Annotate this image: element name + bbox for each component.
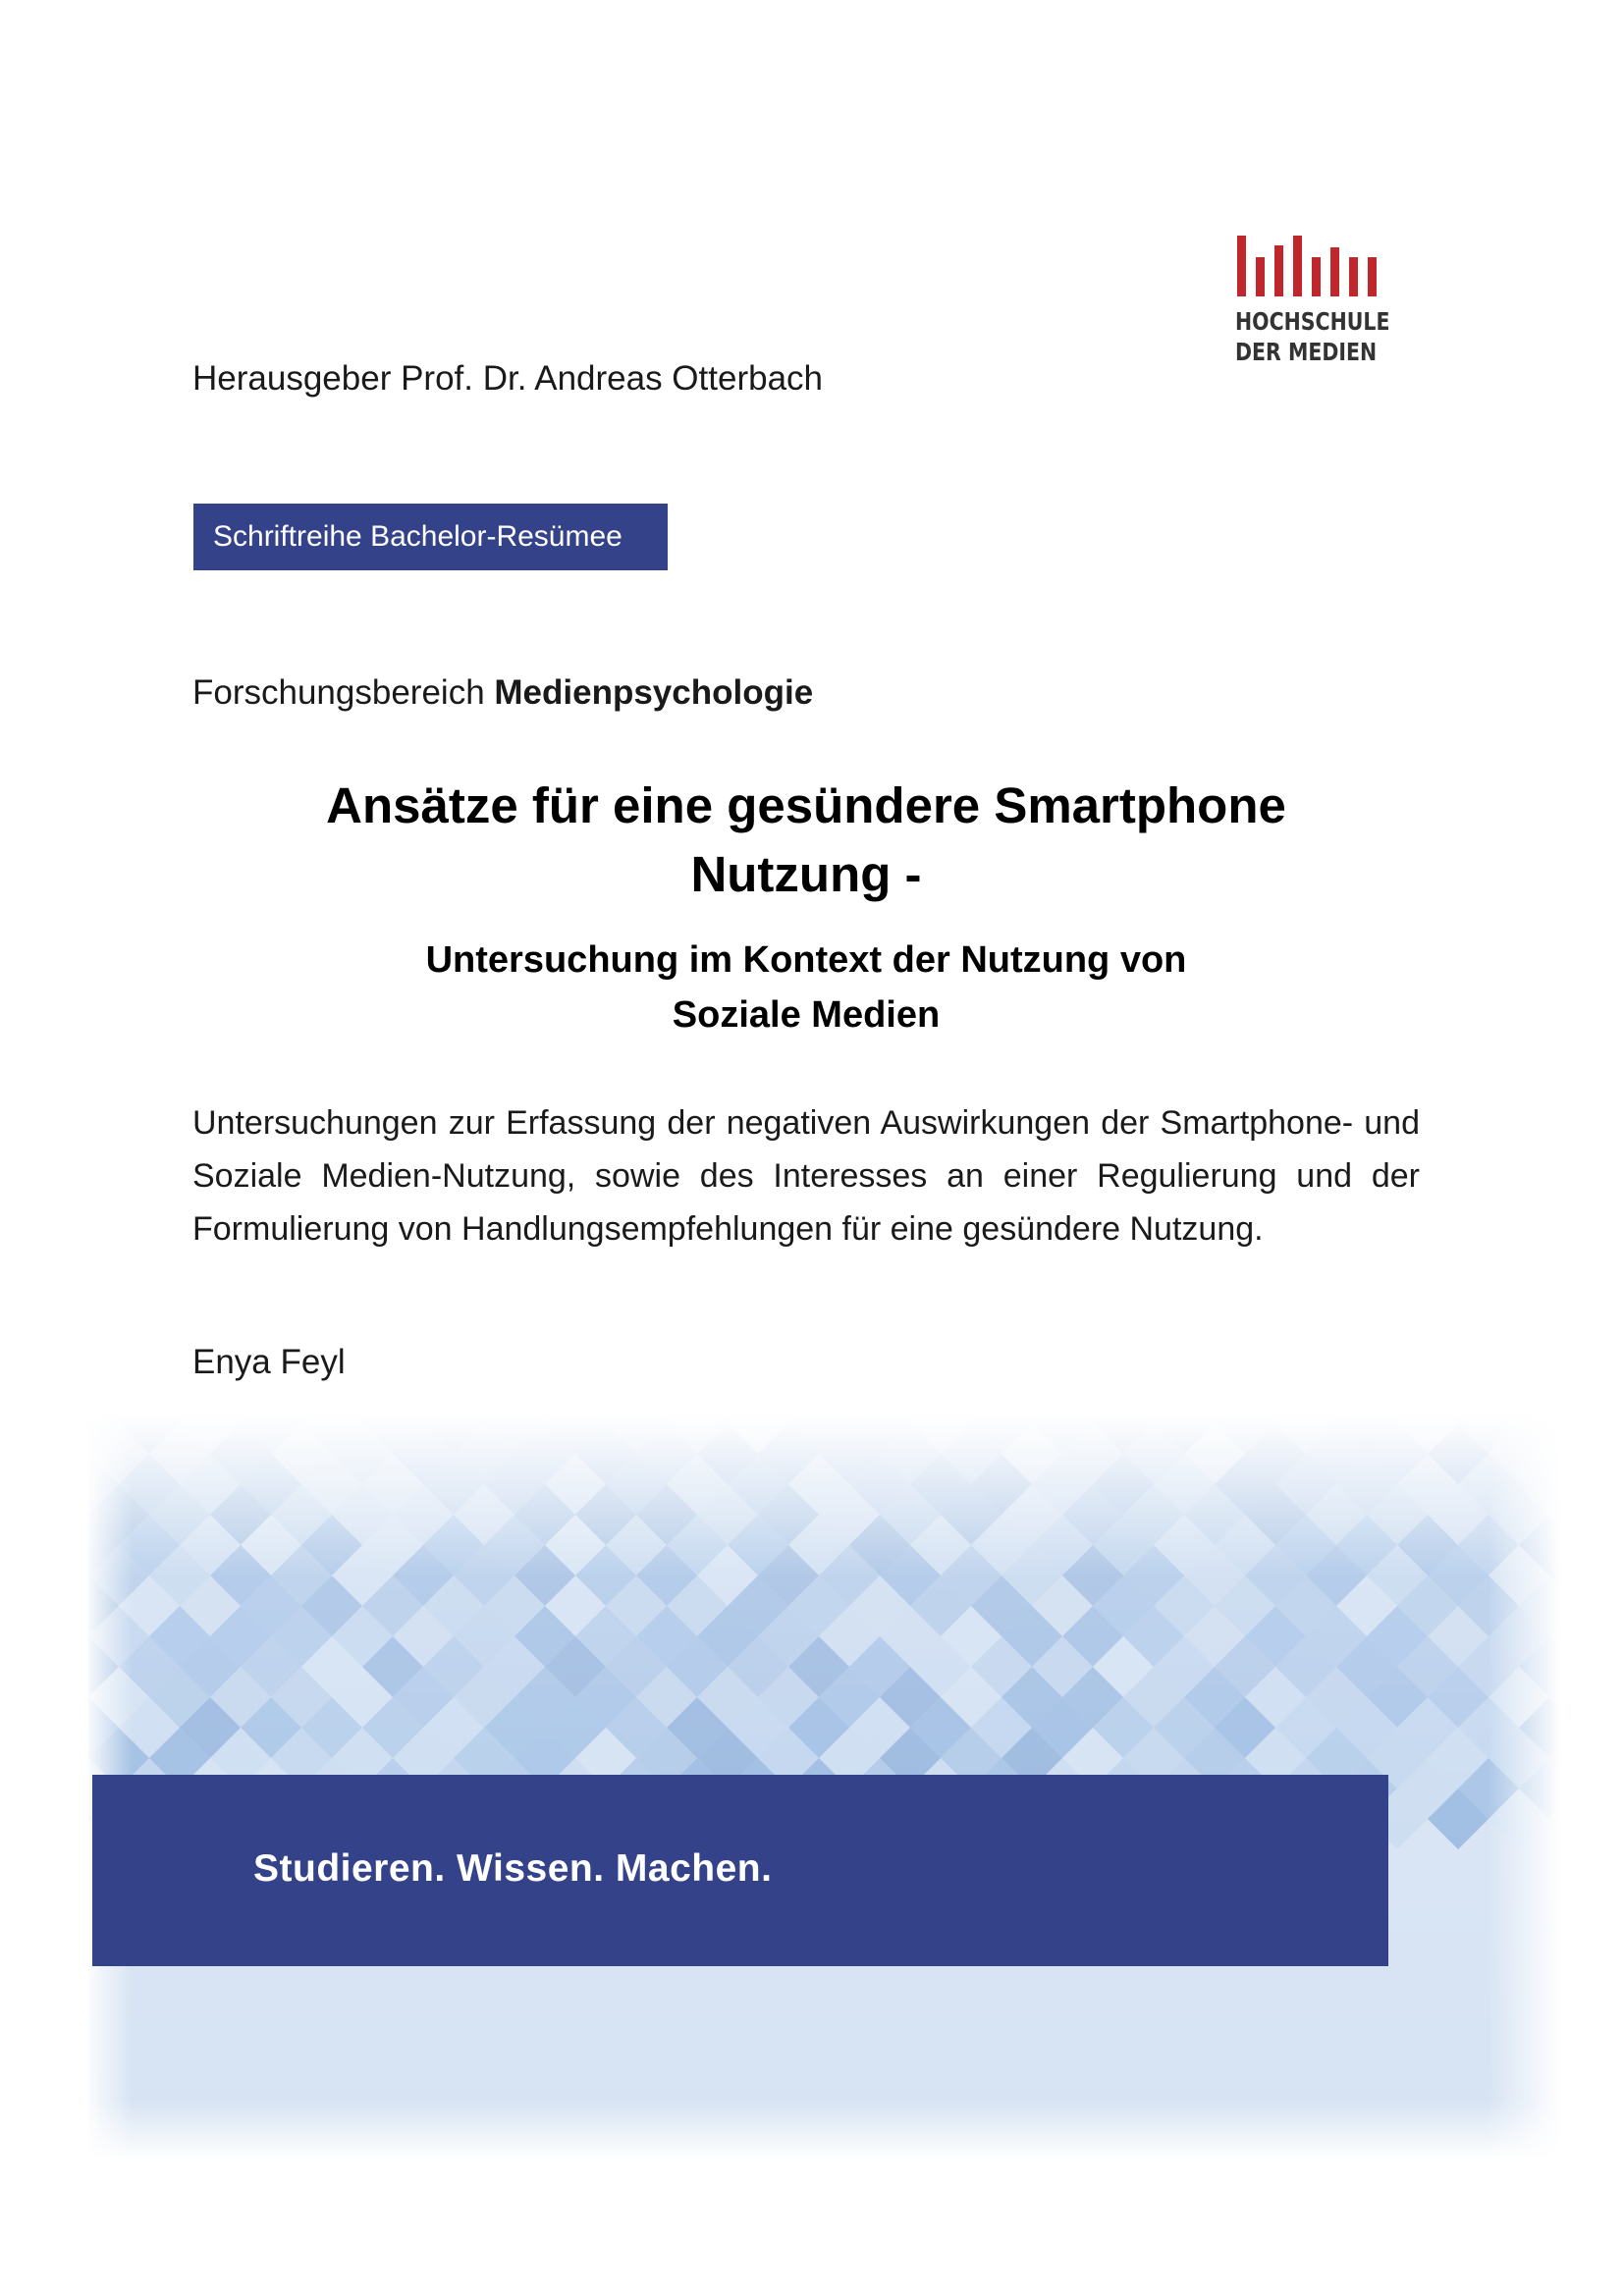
research-field: Medienpsychologie [494,673,814,712]
page-title [192,772,1420,909]
logo-wordmark [1235,306,1389,367]
page-subtitle [192,933,1420,1042]
logo-line-2: DER MEDIEN [1235,338,1378,366]
subtitle-line-2: Soziale Medien [672,994,941,1036]
subtitle-line-1: Untersuchung im Kontext der Nutzung von [425,939,1187,981]
slogan-text: Studieren. Wissen. Machen. [253,1847,773,1890]
abstract-text: Untersuchungen zur Erfassung der negativen Auswirkungen der Smartphone- und Soziale Medien-Nutzung, sowie des Interesses an einer Regulierung und der Formulierung von Handlungsempfehlungen für eine gesündere Nutzung. [192,1104,1420,1248]
logo-line-1: HOCHSCHULE [1235,307,1390,336]
series-label: Schriftreihe Bachelor-Resümee [193,504,668,570]
research-prefix: Forschungsbereich [192,673,495,712]
title-line-1: Ansätze für eine gesündere Smartphone [326,777,1286,833]
research-area [192,673,813,713]
title-line-2: Nutzung - [690,846,922,902]
author-name: Enya Feyl [192,1343,346,1381]
publisher-line: Herausgeber Prof. Dr. Andreas Otterbach [192,359,823,398]
